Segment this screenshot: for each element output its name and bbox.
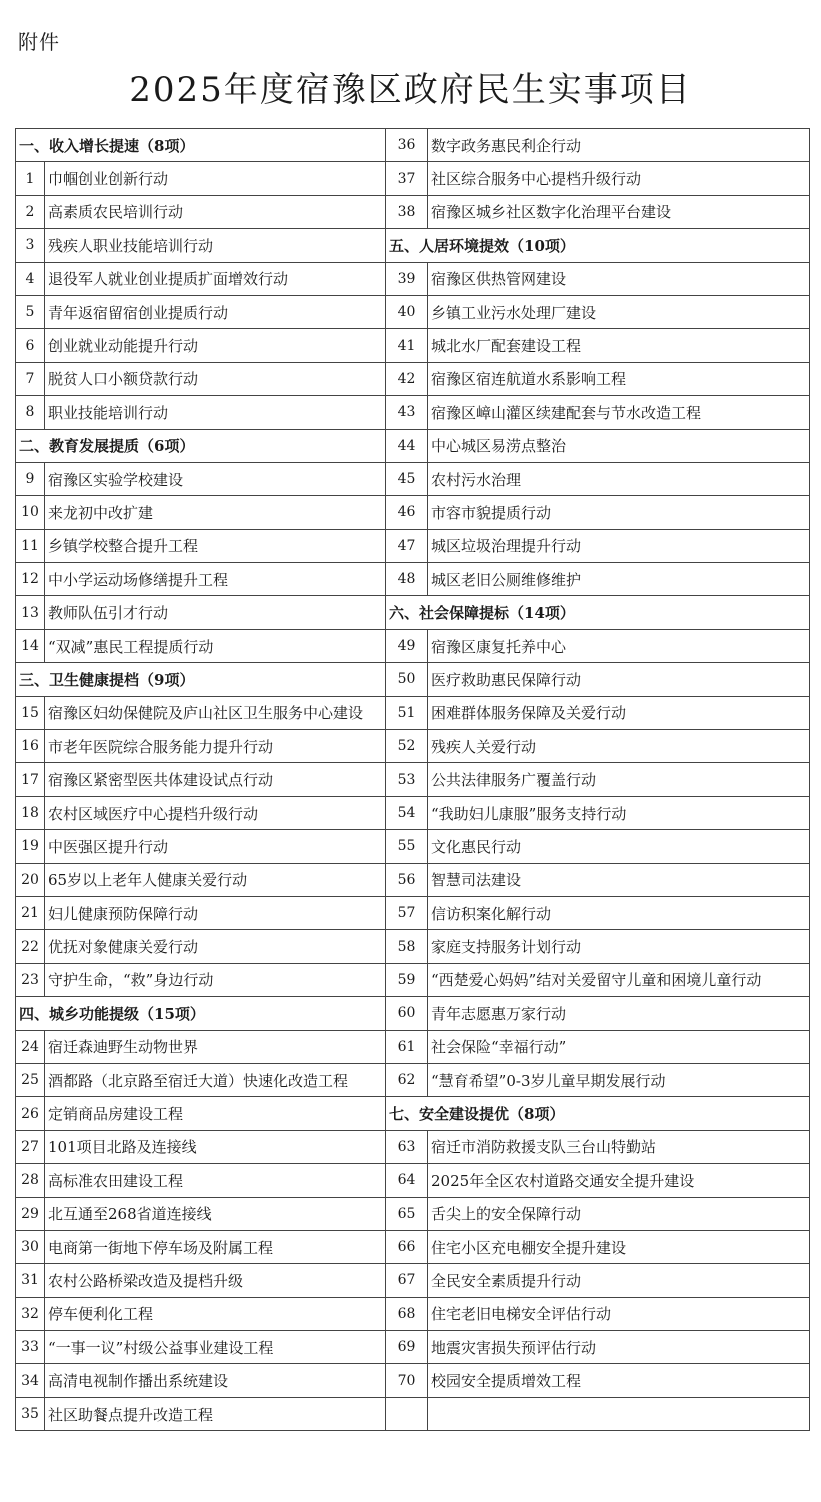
item-name: 社区助餐点提升改造工程 (45, 1397, 386, 1430)
item-number: 32 (16, 1297, 45, 1330)
table-row (16, 796, 810, 829)
item-number: 52 (386, 730, 428, 763)
item-number: 58 (386, 930, 428, 963)
table-row (16, 1264, 810, 1297)
item-number: 2 (16, 195, 45, 228)
table-row (16, 930, 810, 963)
item-name: “西楚爱心妈妈”结对关爱留守儿童和困境儿童行动 (428, 963, 810, 996)
item-number: 70 (386, 1364, 428, 1397)
item-name: 2025年全区农村道路交通安全提升建设 (428, 1164, 810, 1197)
item-number: 25 (16, 1063, 45, 1096)
item-number: 61 (386, 1030, 428, 1063)
item-number: 24 (16, 1030, 45, 1063)
item-name: 高清电视制作播出系统建设 (45, 1364, 386, 1397)
item-number: 10 (16, 496, 45, 529)
table-row (16, 1097, 810, 1130)
item-name: 全民安全素质提升行动 (428, 1264, 810, 1297)
item-number: 65 (386, 1197, 428, 1230)
item-number: 31 (16, 1264, 45, 1297)
item-name: 宿豫区宿连航道水系影响工程 (428, 362, 810, 395)
item-name: 家庭支持服务计划行动 (428, 930, 810, 963)
table-row (16, 830, 810, 863)
item-number: 68 (386, 1297, 428, 1330)
item-name: 城北水厂配套建设工程 (428, 329, 810, 362)
table-row (16, 295, 810, 328)
item-number: 66 (386, 1230, 428, 1263)
table-row (16, 663, 810, 696)
item-number: 21 (16, 896, 45, 929)
item-name: “慧育希望”0-3岁儿童早期发展行动 (428, 1063, 810, 1096)
table-row (16, 229, 810, 262)
item-name: 农村污水治理 (428, 462, 810, 495)
item-number: 19 (16, 830, 45, 863)
table-row (16, 1397, 810, 1430)
table-row (16, 1197, 810, 1230)
item-name: 中小学运动场修缮提升工程 (45, 563, 386, 596)
table-row (16, 1164, 810, 1197)
item-name: 中心城区易涝点整治 (428, 429, 810, 462)
projects-table (15, 128, 810, 1431)
item-number: 22 (16, 930, 45, 963)
table-row (16, 262, 810, 295)
item-number: 11 (16, 529, 45, 562)
table-row (16, 997, 810, 1030)
table-row (16, 629, 810, 662)
section-header: 二、教育发展提质（6项） (16, 429, 386, 462)
item-number: 60 (386, 997, 428, 1030)
right-empty-cell (386, 1397, 428, 1430)
item-name: 乡镇学校整合提升工程 (45, 529, 386, 562)
item-name: 乡镇工业污水处理厂建设 (428, 295, 810, 328)
table-row (16, 1331, 810, 1364)
item-number: 6 (16, 329, 45, 362)
item-name: 创业就业动能提升行动 (45, 329, 386, 362)
item-name: 文化惠民行动 (428, 830, 810, 863)
item-name: 宿豫区实验学校建设 (45, 462, 386, 495)
item-name: 住宅小区充电棚安全提升建设 (428, 1230, 810, 1263)
item-number: 54 (386, 796, 428, 829)
item-number: 15 (16, 696, 45, 729)
table-row (16, 529, 810, 562)
item-name: 电商第一街地下停车场及附属工程 (45, 1230, 386, 1263)
item-name: 酒都路（北京路至宿迁大道）快速化改造工程 (45, 1063, 386, 1096)
item-number: 7 (16, 362, 45, 395)
item-name: 宿迁森迪野生动物世界 (45, 1030, 386, 1063)
item-number: 4 (16, 262, 45, 295)
item-number: 49 (386, 629, 428, 662)
item-name: 困难群体服务保障及关爱行动 (428, 696, 810, 729)
item-name: 65岁以上老年人健康关爱行动 (45, 863, 386, 896)
item-number: 59 (386, 963, 428, 996)
item-name: 住宅老旧电梯安全评估行动 (428, 1297, 810, 1330)
section-header: 一、收入增长提速（8项） (16, 129, 386, 162)
item-number: 23 (16, 963, 45, 996)
item-name: 来龙初中改扩建 (45, 496, 386, 529)
item-number: 26 (16, 1097, 45, 1130)
item-name: 城区垃圾治理提升行动 (428, 529, 810, 562)
item-name: 信访积案化解行动 (428, 896, 810, 929)
item-name: 医疗救助惠民保障行动 (428, 663, 810, 696)
section-header: 六、社会保障提标（14项） (386, 596, 810, 629)
table-row (16, 1230, 810, 1263)
item-name: 定销商品房建设工程 (45, 1097, 386, 1130)
item-name: 中医强区提升行动 (45, 830, 386, 863)
item-number: 28 (16, 1164, 45, 1197)
item-name: 市容市貌提质行动 (428, 496, 810, 529)
item-number: 16 (16, 730, 45, 763)
projects-table-body (16, 129, 810, 1431)
item-name: 脱贫人口小额贷款行动 (45, 362, 386, 395)
item-name: 优抚对象健康关爱行动 (45, 930, 386, 963)
item-name: 宿豫区妇幼保健院及庐山社区卫生服务中心建设 (45, 696, 386, 729)
item-number: 9 (16, 462, 45, 495)
item-number: 8 (16, 396, 45, 429)
item-number: 69 (386, 1331, 428, 1364)
item-name: 公共法律服务广覆盖行动 (428, 763, 810, 796)
item-number: 46 (386, 496, 428, 529)
item-name: 高素质农民培训行动 (45, 195, 386, 228)
item-number: 44 (386, 429, 428, 462)
item-name: 智慧司法建设 (428, 863, 810, 896)
item-number: 13 (16, 596, 45, 629)
item-name: 巾帼创业创新行动 (45, 162, 386, 195)
table-row (16, 195, 810, 228)
table-row (16, 896, 810, 929)
item-name: 舌尖上的安全保障行动 (428, 1197, 810, 1230)
item-name: 宿豫区嶂山灌区续建配套与节水改造工程 (428, 396, 810, 429)
table-row (16, 963, 810, 996)
item-number: 51 (386, 696, 428, 729)
item-name: 宿豫区供热管网建设 (428, 262, 810, 295)
table-row (16, 563, 810, 596)
item-name: 数字政务惠民利企行动 (428, 129, 810, 162)
table-row (16, 1130, 810, 1163)
item-name: 北互通至268省道连接线 (45, 1197, 386, 1230)
item-name: “双减”惠民工程提质行动 (45, 629, 386, 662)
item-name: 市老年医院综合服务能力提升行动 (45, 730, 386, 763)
table-row (16, 162, 810, 195)
table-row (16, 1030, 810, 1063)
section-header: 七、安全建设提优（8项） (386, 1097, 810, 1130)
section-header: 四、城乡功能提级（15项） (16, 997, 386, 1030)
item-name: 守护生命，“救”身边行动 (45, 963, 386, 996)
item-number: 14 (16, 629, 45, 662)
item-number: 64 (386, 1164, 428, 1197)
item-number: 18 (16, 796, 45, 829)
item-name: 宿豫区康复托养中心 (428, 629, 810, 662)
item-name: 社会保险“幸福行动” (428, 1030, 810, 1063)
item-number: 62 (386, 1063, 428, 1096)
table-row (16, 696, 810, 729)
table-row (16, 129, 810, 162)
document-title: 2025年度宿豫区政府民生实事项目 (129, 70, 692, 110)
item-name: 妇儿健康预防保障行动 (45, 896, 386, 929)
table-row (16, 863, 810, 896)
item-name: “我助妇儿康服”服务支持行动 (428, 796, 810, 829)
item-name: 宿迁市消防救援支队三台山特勤站 (428, 1130, 810, 1163)
item-number: 41 (386, 329, 428, 362)
right-empty-cell (428, 1397, 810, 1430)
table-row (16, 362, 810, 395)
item-name: 青年返宿留宿创业提质行动 (45, 295, 386, 328)
item-number: 40 (386, 295, 428, 328)
item-number: 42 (386, 362, 428, 395)
item-number: 33 (16, 1331, 45, 1364)
item-number: 53 (386, 763, 428, 796)
item-name: 101项目北路及连接线 (45, 1130, 386, 1163)
item-name: 高标准农田建设工程 (45, 1164, 386, 1197)
table-row (16, 1364, 810, 1397)
table-row (16, 462, 810, 495)
item-name: 青年志愿惠万家行动 (428, 997, 810, 1030)
item-number: 56 (386, 863, 428, 896)
item-number: 29 (16, 1197, 45, 1230)
item-name: 农村区域医疗中心提档升级行动 (45, 796, 386, 829)
item-number: 27 (16, 1130, 45, 1163)
item-number: 50 (386, 663, 428, 696)
item-name: 职业技能培训行动 (45, 396, 386, 429)
item-number: 38 (386, 195, 428, 228)
item-name: 退役军人就业创业提质扩面增效行动 (45, 262, 386, 295)
item-number: 55 (386, 830, 428, 863)
item-number: 35 (16, 1397, 45, 1430)
item-name: 宿豫区紧密型医共体建设试点行动 (45, 763, 386, 796)
item-number: 12 (16, 563, 45, 596)
table-row (16, 1063, 810, 1096)
item-name: “一事一议”村级公益事业建设工程 (45, 1331, 386, 1364)
item-number: 36 (386, 129, 428, 162)
item-name: 教师队伍引才行动 (45, 596, 386, 629)
section-header: 三、卫生健康提档（9项） (16, 663, 386, 696)
item-number: 34 (16, 1364, 45, 1397)
table-row (16, 763, 810, 796)
item-name: 城区老旧公厕维修维护 (428, 563, 810, 596)
item-number: 45 (386, 462, 428, 495)
item-name: 停车便利化工程 (45, 1297, 386, 1330)
item-number: 57 (386, 896, 428, 929)
table-row (16, 429, 810, 462)
item-number: 17 (16, 763, 45, 796)
attachment-label: 附件 (18, 30, 60, 54)
item-number: 63 (386, 1130, 428, 1163)
item-name: 残疾人职业技能培训行动 (45, 229, 386, 262)
item-name: 残疾人关爱行动 (428, 730, 810, 763)
item-number: 3 (16, 229, 45, 262)
table-row (16, 596, 810, 629)
item-number: 20 (16, 863, 45, 896)
item-name: 宿豫区城乡社区数字化治理平台建设 (428, 195, 810, 228)
item-number: 67 (386, 1264, 428, 1297)
item-name: 地震灾害损失预评估行动 (428, 1331, 810, 1364)
section-header: 五、人居环境提效（10项） (386, 229, 810, 262)
table-row (16, 329, 810, 362)
item-number: 30 (16, 1230, 45, 1263)
item-number: 43 (386, 396, 428, 429)
item-number: 5 (16, 295, 45, 328)
item-number: 39 (386, 262, 428, 295)
item-name: 社区综合服务中心提档升级行动 (428, 162, 810, 195)
item-number: 1 (16, 162, 45, 195)
table-row (16, 496, 810, 529)
item-number: 48 (386, 563, 428, 596)
item-name: 农村公路桥梁改造及提档升级 (45, 1264, 386, 1297)
table-row (16, 1297, 810, 1330)
item-number: 47 (386, 529, 428, 562)
item-name: 校园安全提质增效工程 (428, 1364, 810, 1397)
item-number: 37 (386, 162, 428, 195)
table-row (16, 396, 810, 429)
table-row (16, 730, 810, 763)
